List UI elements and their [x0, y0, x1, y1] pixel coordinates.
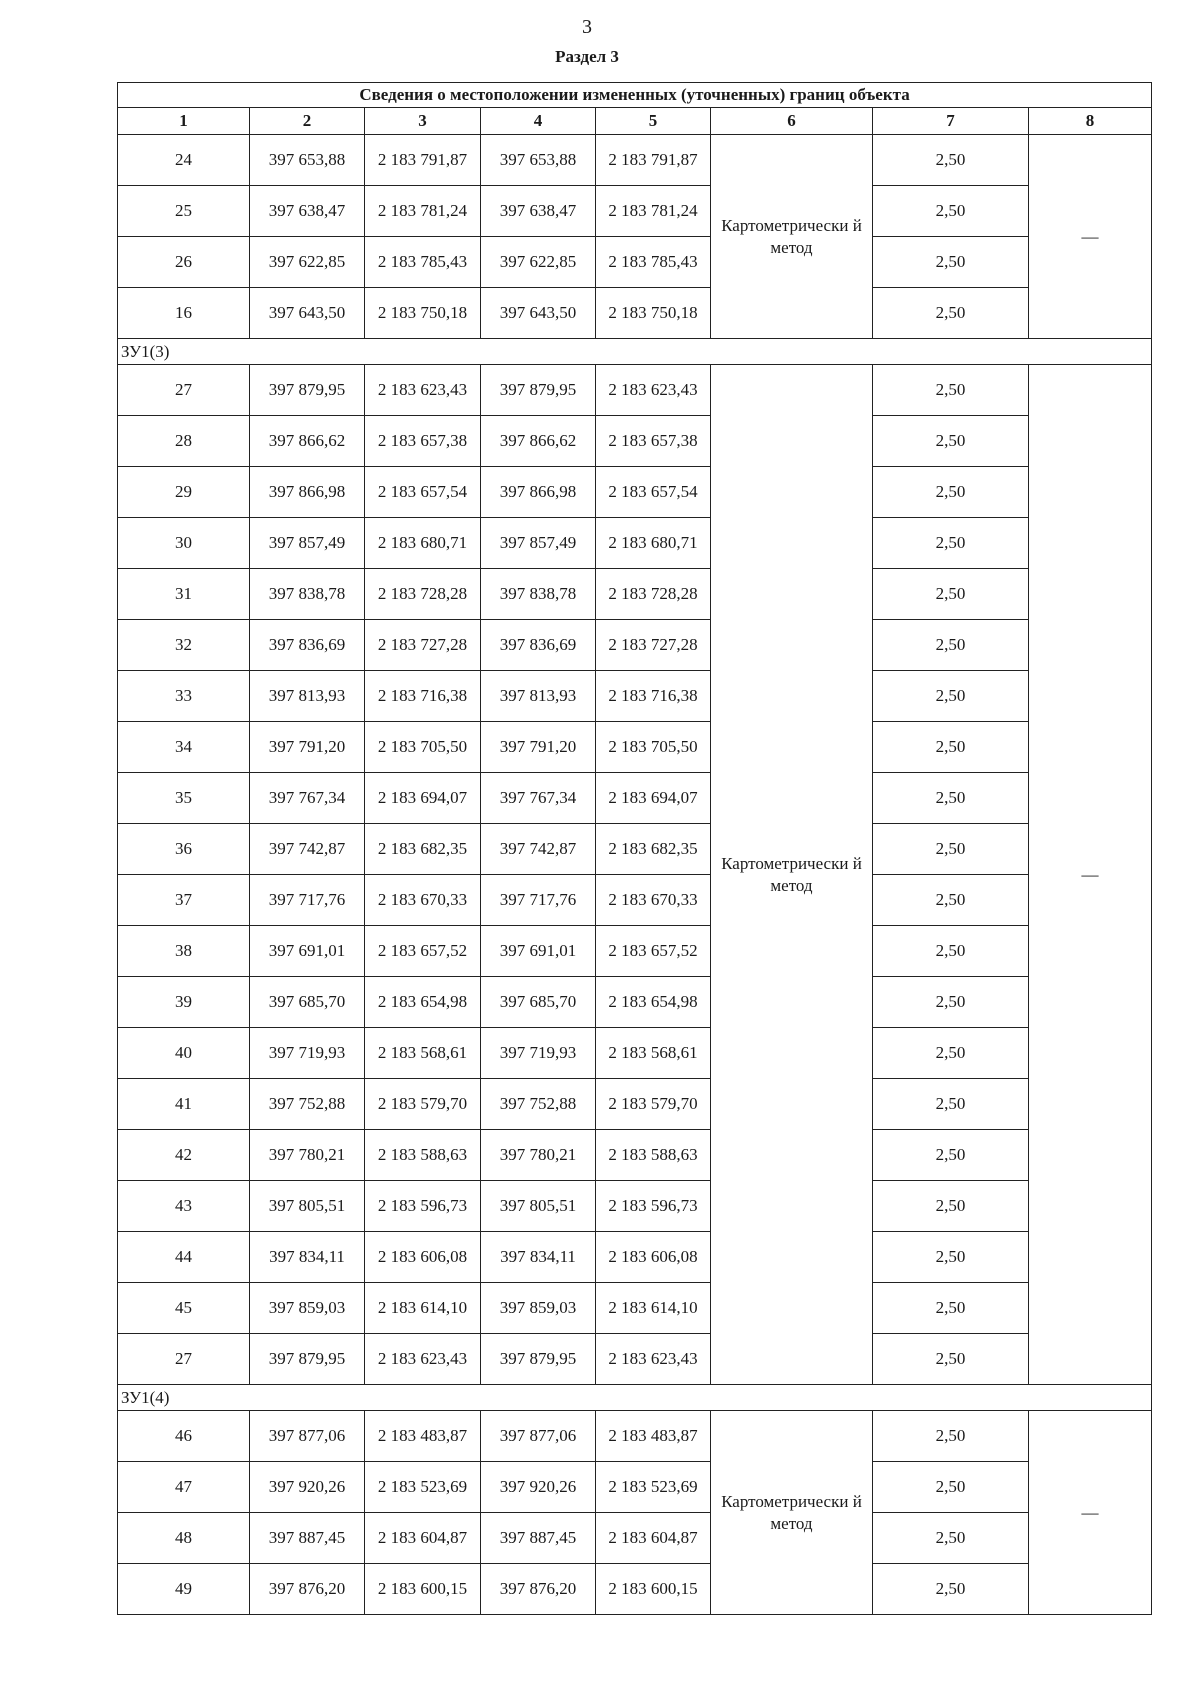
table-row	[118, 1564, 1152, 1615]
accuracy-cell: 2,50	[873, 569, 1029, 620]
method-cell: Картометрически й метод	[711, 1411, 873, 1615]
y-new-cell: 2 183 654,98	[596, 977, 711, 1028]
x-new-cell: 397 877,06	[481, 1411, 596, 1462]
column-8-cell: —	[1029, 1411, 1152, 1615]
accuracy-cell: 2,50	[873, 773, 1029, 824]
x-new-cell: 397 866,62	[481, 416, 596, 467]
x-new-cell: 397 752,88	[481, 1079, 596, 1130]
y-old-cell: 2 183 750,18	[365, 288, 481, 339]
point-number-cell: 24	[118, 135, 250, 186]
accuracy-cell: 2,50	[873, 926, 1029, 977]
x-new-cell: 397 857,49	[481, 518, 596, 569]
x-new-cell: 397 866,98	[481, 467, 596, 518]
y-old-cell: 2 183 596,73	[365, 1181, 481, 1232]
y-old-cell: 2 183 654,98	[365, 977, 481, 1028]
y-old-cell: 2 183 483,87	[365, 1411, 481, 1462]
x-new-cell: 397 813,93	[481, 671, 596, 722]
accuracy-cell: 2,50	[873, 1513, 1029, 1564]
table-row	[118, 467, 1152, 518]
x-new-cell: 397 834,11	[481, 1232, 596, 1283]
table-row	[118, 620, 1152, 671]
x-new-cell: 397 920,26	[481, 1462, 596, 1513]
table-row	[118, 875, 1152, 926]
x-new-cell: 397 742,87	[481, 824, 596, 875]
column-header: 8	[1029, 108, 1152, 135]
x-new-cell: 397 638,47	[481, 186, 596, 237]
y-new-cell: 2 183 588,63	[596, 1130, 711, 1181]
y-new-cell: 2 183 623,43	[596, 365, 711, 416]
column-header: 1	[118, 108, 250, 135]
table-row	[118, 135, 1152, 186]
y-new-cell: 2 183 483,87	[596, 1411, 711, 1462]
column-header-row	[118, 108, 1152, 135]
table-row	[118, 518, 1152, 569]
y-old-cell: 2 183 568,61	[365, 1028, 481, 1079]
group-label-row	[118, 339, 1152, 365]
y-new-cell: 2 183 728,28	[596, 569, 711, 620]
y-new-cell: 2 183 606,08	[596, 1232, 711, 1283]
section-title: Раздел 3	[555, 47, 619, 66]
y-new-cell: 2 183 682,35	[596, 824, 711, 875]
x-new-cell: 397 685,70	[481, 977, 596, 1028]
x-new-cell: 397 879,95	[481, 365, 596, 416]
accuracy-cell: 2,50	[873, 1028, 1029, 1079]
table-row	[118, 1513, 1152, 1564]
y-new-cell: 2 183 680,71	[596, 518, 711, 569]
accuracy-cell: 2,50	[873, 1130, 1029, 1181]
accuracy-cell: 2,50	[873, 1411, 1029, 1462]
accuracy-cell: 2,50	[873, 1181, 1029, 1232]
accuracy-cell: 2,50	[873, 416, 1029, 467]
y-old-cell: 2 183 600,15	[365, 1564, 481, 1615]
x-old-cell: 397 638,47	[250, 186, 365, 237]
table-row	[118, 1028, 1152, 1079]
point-number-cell: 47	[118, 1462, 250, 1513]
y-old-cell: 2 183 588,63	[365, 1130, 481, 1181]
accuracy-cell: 2,50	[873, 1232, 1029, 1283]
column-8-cell: —	[1029, 365, 1152, 1385]
y-new-cell: 2 183 781,24	[596, 186, 711, 237]
y-old-cell: 2 183 523,69	[365, 1462, 481, 1513]
x-new-cell: 397 876,20	[481, 1564, 596, 1615]
table-row	[118, 722, 1152, 773]
table-row	[118, 1130, 1152, 1181]
x-old-cell: 397 920,26	[250, 1462, 365, 1513]
table-row	[118, 926, 1152, 977]
y-old-cell: 2 183 606,08	[365, 1232, 481, 1283]
table-row	[118, 365, 1152, 416]
x-new-cell: 397 780,21	[481, 1130, 596, 1181]
accuracy-cell: 2,50	[873, 824, 1029, 875]
y-new-cell: 2 183 727,28	[596, 620, 711, 671]
y-old-cell: 2 183 716,38	[365, 671, 481, 722]
point-number-cell: 42	[118, 1130, 250, 1181]
y-new-cell: 2 183 657,54	[596, 467, 711, 518]
point-number-cell: 41	[118, 1079, 250, 1130]
x-new-cell: 397 653,88	[481, 135, 596, 186]
point-number-cell: 43	[118, 1181, 250, 1232]
y-old-cell: 2 183 727,28	[365, 620, 481, 671]
point-number-cell: 29	[118, 467, 250, 518]
table-row	[118, 1411, 1152, 1462]
accuracy-cell: 2,50	[873, 1334, 1029, 1385]
group-label: ЗУ1(3)	[118, 339, 1152, 365]
point-number-cell: 45	[118, 1283, 250, 1334]
x-old-cell: 397 717,76	[250, 875, 365, 926]
point-number-cell: 32	[118, 620, 250, 671]
x-new-cell: 397 836,69	[481, 620, 596, 671]
accuracy-cell: 2,50	[873, 1283, 1029, 1334]
point-number-cell: 16	[118, 288, 250, 339]
y-old-cell: 2 183 604,87	[365, 1513, 481, 1564]
x-new-cell: 397 805,51	[481, 1181, 596, 1232]
table-title-row	[118, 83, 1152, 108]
accuracy-cell: 2,50	[873, 1079, 1029, 1130]
point-number-cell: 30	[118, 518, 250, 569]
y-old-cell: 2 183 785,43	[365, 237, 481, 288]
point-number-cell: 27	[118, 1334, 250, 1385]
accuracy-cell: 2,50	[873, 365, 1029, 416]
accuracy-cell: 2,50	[873, 722, 1029, 773]
x-old-cell: 397 838,78	[250, 569, 365, 620]
point-number-cell: 25	[118, 186, 250, 237]
accuracy-cell: 2,50	[873, 620, 1029, 671]
y-old-cell: 2 183 657,52	[365, 926, 481, 977]
table-row	[118, 1079, 1152, 1130]
x-old-cell: 397 780,21	[250, 1130, 365, 1181]
column-header: 7	[873, 108, 1029, 135]
point-number-cell: 35	[118, 773, 250, 824]
point-number-cell: 34	[118, 722, 250, 773]
accuracy-cell: 2,50	[873, 1564, 1029, 1615]
x-old-cell: 397 866,98	[250, 467, 365, 518]
x-old-cell: 397 813,93	[250, 671, 365, 722]
y-old-cell: 2 183 579,70	[365, 1079, 481, 1130]
column-header: 4	[481, 108, 596, 135]
boundary-coordinates-table	[117, 82, 1152, 1615]
accuracy-cell: 2,50	[873, 467, 1029, 518]
y-new-cell: 2 183 523,69	[596, 1462, 711, 1513]
y-new-cell: 2 183 705,50	[596, 722, 711, 773]
x-old-cell: 397 879,95	[250, 1334, 365, 1385]
accuracy-cell: 2,50	[873, 671, 1029, 722]
y-old-cell: 2 183 614,10	[365, 1283, 481, 1334]
point-number-cell: 40	[118, 1028, 250, 1079]
y-old-cell: 2 183 680,71	[365, 518, 481, 569]
x-new-cell: 397 622,85	[481, 237, 596, 288]
page-number: 3	[582, 16, 592, 38]
y-old-cell: 2 183 705,50	[365, 722, 481, 773]
table-row	[118, 416, 1152, 467]
x-new-cell: 397 719,93	[481, 1028, 596, 1079]
x-old-cell: 397 857,49	[250, 518, 365, 569]
y-new-cell: 2 183 694,07	[596, 773, 711, 824]
x-old-cell: 397 719,93	[250, 1028, 365, 1079]
y-new-cell: 2 183 657,52	[596, 926, 711, 977]
table-row	[118, 1283, 1152, 1334]
y-new-cell: 2 183 657,38	[596, 416, 711, 467]
table-row	[118, 186, 1152, 237]
point-number-cell: 27	[118, 365, 250, 416]
x-new-cell: 397 643,50	[481, 288, 596, 339]
y-new-cell: 2 183 568,61	[596, 1028, 711, 1079]
point-number-cell: 44	[118, 1232, 250, 1283]
y-new-cell: 2 183 623,43	[596, 1334, 711, 1385]
x-new-cell: 397 859,03	[481, 1283, 596, 1334]
x-new-cell: 397 838,78	[481, 569, 596, 620]
column-header: 6	[711, 108, 873, 135]
x-old-cell: 397 805,51	[250, 1181, 365, 1232]
table-row	[118, 824, 1152, 875]
group-label-row	[118, 1385, 1152, 1411]
y-new-cell: 2 183 791,87	[596, 135, 711, 186]
table-row	[118, 773, 1152, 824]
accuracy-cell: 2,50	[873, 237, 1029, 288]
y-new-cell: 2 183 670,33	[596, 875, 711, 926]
point-number-cell: 38	[118, 926, 250, 977]
x-old-cell: 397 691,01	[250, 926, 365, 977]
accuracy-cell: 2,50	[873, 288, 1029, 339]
y-old-cell: 2 183 623,43	[365, 1334, 481, 1385]
table-row	[118, 671, 1152, 722]
x-old-cell: 397 742,87	[250, 824, 365, 875]
y-new-cell: 2 183 596,73	[596, 1181, 711, 1232]
accuracy-cell: 2,50	[873, 135, 1029, 186]
column-header: 5	[596, 108, 711, 135]
table-row	[118, 569, 1152, 620]
x-old-cell: 397 622,85	[250, 237, 365, 288]
x-old-cell: 397 879,95	[250, 365, 365, 416]
table-row	[118, 288, 1152, 339]
y-old-cell: 2 183 728,28	[365, 569, 481, 620]
point-number-cell: 46	[118, 1411, 250, 1462]
point-number-cell: 48	[118, 1513, 250, 1564]
y-old-cell: 2 183 670,33	[365, 875, 481, 926]
table-title: Сведения о местоположении измененных (уточненных) границ объекта	[118, 83, 1152, 108]
table-body	[118, 135, 1152, 1615]
x-old-cell: 397 876,20	[250, 1564, 365, 1615]
accuracy-cell: 2,50	[873, 1462, 1029, 1513]
y-new-cell: 2 183 579,70	[596, 1079, 711, 1130]
y-old-cell: 2 183 657,38	[365, 416, 481, 467]
y-new-cell: 2 183 716,38	[596, 671, 711, 722]
x-new-cell: 397 791,20	[481, 722, 596, 773]
accuracy-cell: 2,50	[873, 875, 1029, 926]
table-row	[118, 1181, 1152, 1232]
point-number-cell: 28	[118, 416, 250, 467]
accuracy-cell: 2,50	[873, 977, 1029, 1028]
point-number-cell: 49	[118, 1564, 250, 1615]
y-old-cell: 2 183 781,24	[365, 186, 481, 237]
x-old-cell: 397 752,88	[250, 1079, 365, 1130]
y-new-cell: 2 183 750,18	[596, 288, 711, 339]
accuracy-cell: 2,50	[873, 186, 1029, 237]
x-old-cell: 397 767,34	[250, 773, 365, 824]
x-old-cell: 397 685,70	[250, 977, 365, 1028]
table-row	[118, 237, 1152, 288]
point-number-cell: 36	[118, 824, 250, 875]
x-old-cell: 397 877,06	[250, 1411, 365, 1462]
x-old-cell: 397 866,62	[250, 416, 365, 467]
x-old-cell: 397 791,20	[250, 722, 365, 773]
x-old-cell: 397 834,11	[250, 1232, 365, 1283]
x-new-cell: 397 717,76	[481, 875, 596, 926]
y-old-cell: 2 183 791,87	[365, 135, 481, 186]
x-new-cell: 397 879,95	[481, 1334, 596, 1385]
y-new-cell: 2 183 785,43	[596, 237, 711, 288]
point-number-cell: 33	[118, 671, 250, 722]
x-old-cell: 397 859,03	[250, 1283, 365, 1334]
point-number-cell: 39	[118, 977, 250, 1028]
accuracy-cell: 2,50	[873, 518, 1029, 569]
method-cell: Картометрически й метод	[711, 135, 873, 339]
column-header: 3	[365, 108, 481, 135]
table-row	[118, 1232, 1152, 1283]
y-new-cell: 2 183 614,10	[596, 1283, 711, 1334]
point-number-cell: 37	[118, 875, 250, 926]
x-old-cell: 397 836,69	[250, 620, 365, 671]
table-row	[118, 977, 1152, 1028]
table-row	[118, 1462, 1152, 1513]
x-new-cell: 397 767,34	[481, 773, 596, 824]
x-new-cell: 397 887,45	[481, 1513, 596, 1564]
column-8-cell: —	[1029, 135, 1152, 339]
y-old-cell: 2 183 682,35	[365, 824, 481, 875]
y-new-cell: 2 183 600,15	[596, 1564, 711, 1615]
method-cell: Картометрически й метод	[711, 365, 873, 1385]
x-old-cell: 397 643,50	[250, 288, 365, 339]
y-old-cell: 2 183 657,54	[365, 467, 481, 518]
x-old-cell: 397 653,88	[250, 135, 365, 186]
x-old-cell: 397 887,45	[250, 1513, 365, 1564]
point-number-cell: 31	[118, 569, 250, 620]
column-header: 2	[250, 108, 365, 135]
x-new-cell: 397 691,01	[481, 926, 596, 977]
table-row	[118, 1334, 1152, 1385]
point-number-cell: 26	[118, 237, 250, 288]
y-old-cell: 2 183 623,43	[365, 365, 481, 416]
y-old-cell: 2 183 694,07	[365, 773, 481, 824]
group-label: ЗУ1(4)	[118, 1385, 1152, 1411]
y-new-cell: 2 183 604,87	[596, 1513, 711, 1564]
